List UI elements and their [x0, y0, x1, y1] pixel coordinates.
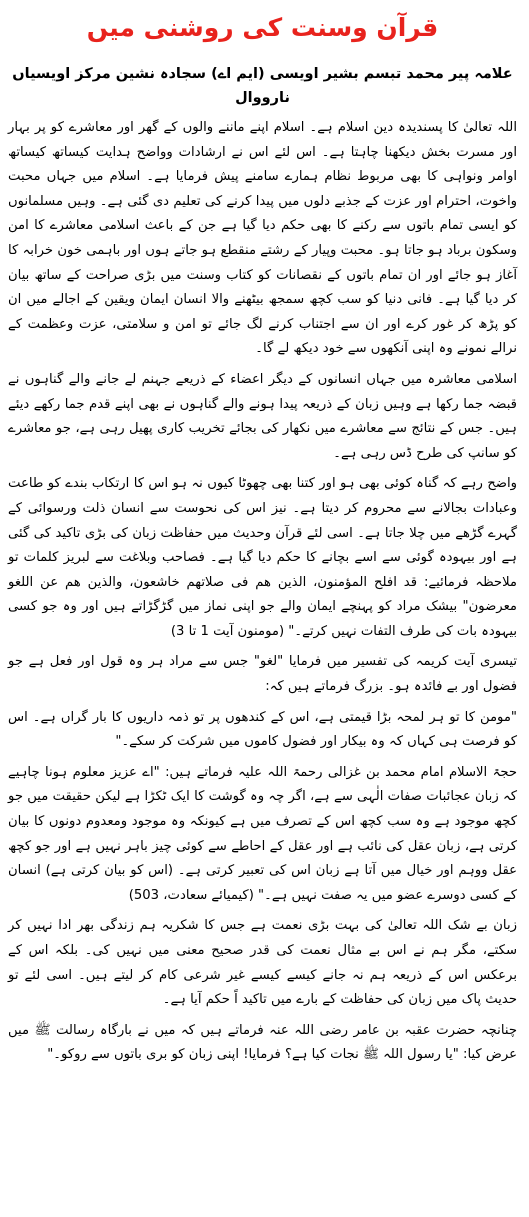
- article: [0, 8, 529, 1068]
- paragraph-ghazali-quote: حجۃ الاسلام امام محمد بن غزالی رحمۃ اللہ علیہ فرماتے ہیں: "اے عزیز معلوم ہونا چاہیے کہ زبان عجائبات صفات الٰہی سے ہے، اگر چہ وہ گوشت کا ایک ٹکڑا ہے لیکن حقیقت میں جو کچھ موجود ہے وہ سب کچھ اس کے تصرف میں ہے کیونکہ وہ موجود ومعدوم دونوں کا بیان کرتی ہے، زبان عقل کی نائب ہے اور عقل کے احاطے سے کوئی چیز باہر نہیں ہے اور جو کچھ عقل ووہم اور خیال میں آتا ہے زبان اس کی تعبیر کرتی ہے۔ (اس کو بیان کرتی ہے) انسان کے کسی دوسرے عضو میں یہ صفت نہیں ہے۔" (کیمیائے سعادت، 503): [8, 764, 517, 903]
- article-title: قرآن وسنت کی روشنی میں: [86, 13, 439, 42]
- paragraph-hadith: چنانچہ حضرت عقبہ بن عامر رضی اللہ عنہ فرماتے ہیں کہ میں نے بارگاہ رسالت ﷺ میں عرض کیا: "یا رسول اللہ ﷺ نجات کیا ہے؟ فرمایا! اپنی زبان کو بری باتوں سے روکو۔": [8, 1022, 517, 1063]
- paragraph-intro: اللہ تعالیٰ کا پسندیدہ دین اسلام ہے۔ اسلام اپنے ماننے والوں کے گھر اور معاشرے کو پر بہار اور مسرت بخش دیکھنا چاہتا ہے۔ اس لئے اس نے ارشادات وواضح ہدایت کیساتھ کیساتھ اوامر ونواہی کا بھی مربوط نظام ہمارے سامنے پیش فرمایا ہے۔ اسلام میں جہاں محبت واخوت، احترام اور عزت کے جذبے دلوں میں پیدا کرنے کی تعلیم دی گئی ہے۔ وہیں مسلمانوں کو ایسی تمام باتوں سے رکنے کا بھی حکم دیا گیا ہے جن کے باعث اسلامی معاشرے کا امن وسکون برباد ہو جاتا ہو۔ محبت وپیار کے رشتے منقطع ہو جاتے ہوں اور باہمی خون خرابہ کا آغاز ہو جائے اور ان تمام باتوں کے نقصانات کو کتاب وسنت میں بڑی صراحت کے ساتھ بیان کر دیا گیا ہے۔ فانی دنیا کو سب کچھ سمجھ بیٹھنے والا انسان ایمان ویقین کے اجالے میں ان کو پڑھ کر غور کرے اور ان سے اجتناب کرنے لگ جائے تو امن و سلامتی، عزت وعظمت کے نرالے نمونے وہ اپنی آنکھوں سے خود دیکھ لے گا۔: [8, 120, 517, 357]
- author-byline: علامہ پیر محمد تبسم بشیر اویسی (ایم اے) سجادہ نشین مرکز اویسیاں نارووال: [12, 66, 513, 106]
- paragraph-tongue-sins: اسلامی معاشرہ میں جہاں انسانوں کے دیگر اعضاء کے ذریعے جہنم لے جانے والے گناہوں نے قبضہ جما رکھا ہے وہیں زبان کے ذریعہ پیدا ہونے والے گناہوں نے بھی اپنے قدم جما رکھے دیئے ہیں۔ جس کے نتائج سے معاشرے میں نکھار کی بجائے تخریب کاری پھیل رہی ہے، جو معاشرے کو سانپ کی طرح ڈس رہی ہے۔: [8, 371, 517, 461]
- paragraph-tafseer: تیسری آیت کریمہ کی تفسیر میں فرمایا "لغو" جس سے مراد ہر وہ قول اور فعل ہے جو فضول اور بے فائدہ ہو۔ بزرگ فرماتے ہیں کہ:: [8, 654, 517, 695]
- paragraph-blessing: زبان بے شک اللہ تعالیٰ کی بہت بڑی نعمت ہے جس کا شکریہ ہم زندگی بھر ادا نہیں کر سکتے، مگر ہم نے اس بے مثال نعمت کی قدر صحیح معنی میں نہیں کی۔ بلکہ اس کے برعکس اس کے ذریعہ ہم نہ جانے کیسے کیسے غیر شرعی کام کر لیتے ہیں۔ اسی لئے تو حدیث پاک میں زبان کی حفاظت کے بارے میں تاکید اً حکم آیا ہے۔: [8, 918, 517, 1008]
- paragraph-elders-quote: "مومن کا تو ہر لمحہ بڑا قیمتی ہے، اس کے کندھوں پر تو ذمہ داریوں کا بار گراں ہے۔ اس کو فرصت ہی کہاں کہ وہ بیکار اور فضول کاموں میں شرکت کر سکے۔": [8, 709, 517, 750]
- paragraph-quran-verses: واضح رہے کہ گناہ کوئی بھی ہو اور کتنا بھی چھوٹا کیوں نہ ہو اس کا ارتکاب بندے کو طاعت وعبادات بجالانے سے محروم کر دیتا ہے۔ نیز اس کی نحوست سے انسان ذلت ورسوائی کے گہرے گڑھے میں چلا جاتا ہے۔ اسی لئے قرآن وحدیث میں حفاظت زبان کی بڑی تاکید کی گئی ہے اور بیہودہ گوئی سے اسے بچانے کا حکم دیا گیا ہے۔ فصاحب وبلاغت سے لبریز کلمات تو ملاحظہ فرمائیے: قد افلح المؤمنون، الذین ھم فی صلاتھم خاشعون، والذین ھم عن اللغو معرضون" بیشک مراد کو پہنچے ایمان والے جو اپنی نماز میں گڑگڑاتے ہیں اور وہ جو کسی بیہودہ بات کی طرف التفات نہیں کرتے۔" (مومنون آیت 1 تا 3): [8, 476, 517, 639]
